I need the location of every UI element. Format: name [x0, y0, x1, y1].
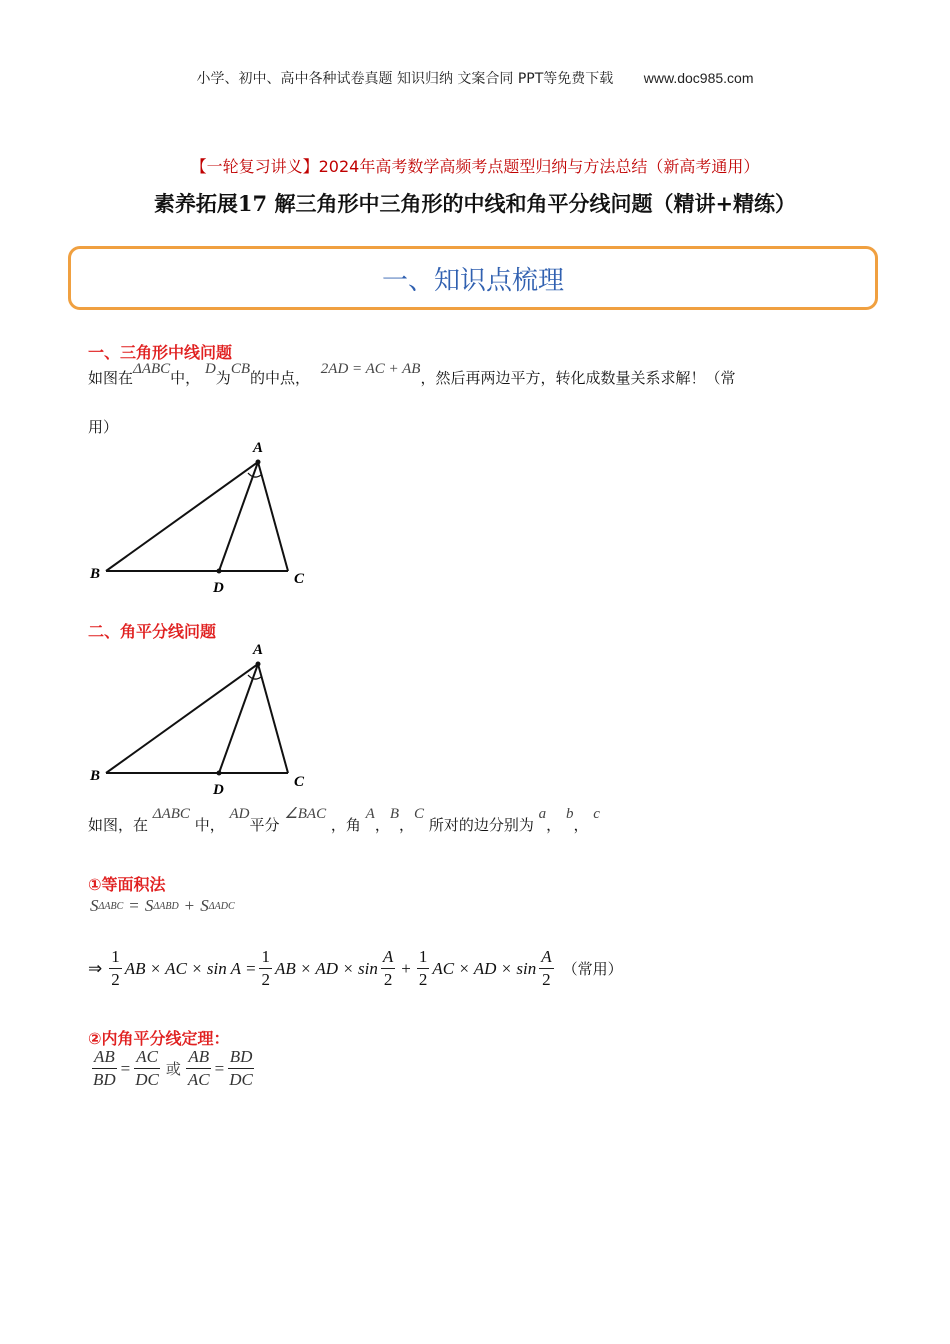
p2-math-side-a: a: [538, 806, 547, 822]
area-expansion-formula: [88, 946, 623, 991]
p2-text-1: 如图，在: [88, 816, 149, 834]
frac-half-3: $\frac{1}{2}$: [418, 947, 428, 989]
implies-arrow: ⇒: [88, 958, 103, 978]
side-ab: [106, 462, 258, 571]
p2-math-a: A: [365, 806, 375, 822]
p1-text-1: 如图在: [88, 369, 134, 387]
segment-ad: [219, 664, 258, 773]
section-title: 一、知识点梳理: [381, 265, 564, 296]
p2-math-c: C: [414, 806, 425, 822]
label-c: C: [294, 774, 305, 790]
p2-text-4: ，角: [330, 816, 361, 834]
side-ac: [258, 664, 288, 773]
part2-paragraph: [88, 806, 878, 835]
frac-bd-dc: $\frac{BD}{DC}$: [229, 1047, 253, 1089]
doc-title: 素养拓展17 解三角形中三角形的中线和角平分线问题（精讲+精练）: [153, 191, 797, 216]
s-abd: S: [144, 896, 154, 915]
p1-math-vector: 2AD = AC + AB: [320, 361, 421, 377]
p2-math-ad: AD: [229, 806, 250, 822]
label-b: B: [90, 768, 101, 784]
p2-math-side-c: c: [593, 806, 600, 822]
frac-half-1: $\frac{1}{2}$: [111, 947, 120, 989]
eq-2: =: [214, 1058, 225, 1078]
plus-sign: +: [184, 896, 195, 915]
bisector-theorem-formula: [88, 1046, 258, 1091]
method1-heading: ①等面积法: [88, 875, 166, 894]
frac-a-over-2-1: $\frac{A}{2}$: [382, 947, 394, 989]
label-a: A: [253, 440, 264, 456]
plus-sign-2: +: [401, 958, 411, 978]
section-title-box: [68, 246, 878, 310]
eq-1: =: [120, 1058, 131, 1078]
p1-text-4: 的中点，: [249, 369, 310, 387]
part2-heading: 二、角平分线问题: [88, 622, 217, 641]
or-text: 或: [165, 1060, 181, 1078]
frac-ab-ac: $\frac{AB}{AC}$: [187, 1047, 210, 1089]
frac-half-2: $\frac{1}{2}$: [261, 947, 270, 989]
point-d: [217, 569, 222, 574]
p2-math-b: B: [389, 806, 400, 822]
area-equation: [90, 896, 235, 916]
p2-text-3: 平分: [249, 816, 280, 834]
term-ac-ad-sin: AC × AD × sin: [432, 958, 537, 978]
frac-ac-dc: $\frac{AC}{DC}$: [135, 1047, 159, 1089]
label-b: B: [90, 566, 101, 582]
p1-text-5: ，然后再两边平方，转化成数量关系求解！（常: [420, 369, 736, 387]
label-c: C: [294, 571, 305, 587]
p2-math-side-b: b: [565, 806, 574, 822]
doc-subtitle: 【一轮复习讲义】2024年高考数学高频考点题型归纳与方法总结（新高考通用）: [190, 157, 760, 176]
p1-text-2: 中，: [170, 369, 201, 387]
point-a: [256, 662, 261, 667]
method2-heading: ②内角平分线定理：: [88, 1029, 230, 1048]
p2-text-5: 所对的边分别为: [428, 816, 534, 834]
frac-a-over-2-2: $\frac{A}{2}$: [541, 947, 552, 989]
p2-math-abc: ΔABC: [152, 806, 190, 822]
sub-abd: ΔABD: [153, 900, 179, 912]
part1-paragraph: [88, 361, 878, 389]
s-abc: S: [90, 896, 99, 915]
p2-sep-1: ，: [374, 816, 390, 834]
side-ac: [258, 462, 288, 571]
sub-abc: ΔABC: [98, 900, 124, 912]
frac-ab-bd: $\frac{AB}{BD}$: [93, 1047, 116, 1089]
label-d: D: [213, 580, 224, 596]
p1-math-cb: CB: [230, 361, 250, 377]
p2-sep-4: ，: [573, 816, 589, 834]
term-ab-ad-sin: AB × AD × sin: [274, 958, 378, 978]
p2-sep-3: ，: [546, 816, 562, 834]
point-d: [217, 771, 222, 776]
side-ab: [106, 664, 258, 773]
p1-math-abc: ΔABC: [133, 361, 171, 377]
p2-sep-2: ，: [399, 816, 415, 834]
banner-text: 小学、初中、高中各种试卷真题 知识归纳 文案合同 PPT等免费下载: [196, 71, 614, 87]
p2-text-2: 中，: [194, 816, 225, 834]
label-d: D: [213, 782, 224, 798]
triangle-figure-median: [82, 436, 322, 596]
point-a: [256, 460, 261, 465]
p1-math-d: D: [204, 361, 216, 377]
p1-text-3: 为: [215, 369, 231, 387]
triangle-figure-bisector: [82, 640, 322, 800]
part1-heading: 一、三角形中线问题: [88, 343, 233, 362]
p1-text-6: 用）: [88, 418, 119, 436]
p2-math-bac: ∠BAC: [284, 806, 327, 822]
sub-adc: ΔADC: [208, 900, 235, 912]
common-note: （常用）: [562, 960, 623, 978]
top-banner: [0, 68, 950, 88]
eq-sign: =: [129, 896, 139, 915]
segment-ad: [219, 462, 258, 571]
label-a: A: [253, 642, 264, 658]
s-adc: S: [200, 896, 209, 915]
term-ab-ac-sina: AB × AC × sin A =: [124, 958, 257, 978]
banner-url[interactable]: www.doc985.com: [643, 70, 754, 86]
